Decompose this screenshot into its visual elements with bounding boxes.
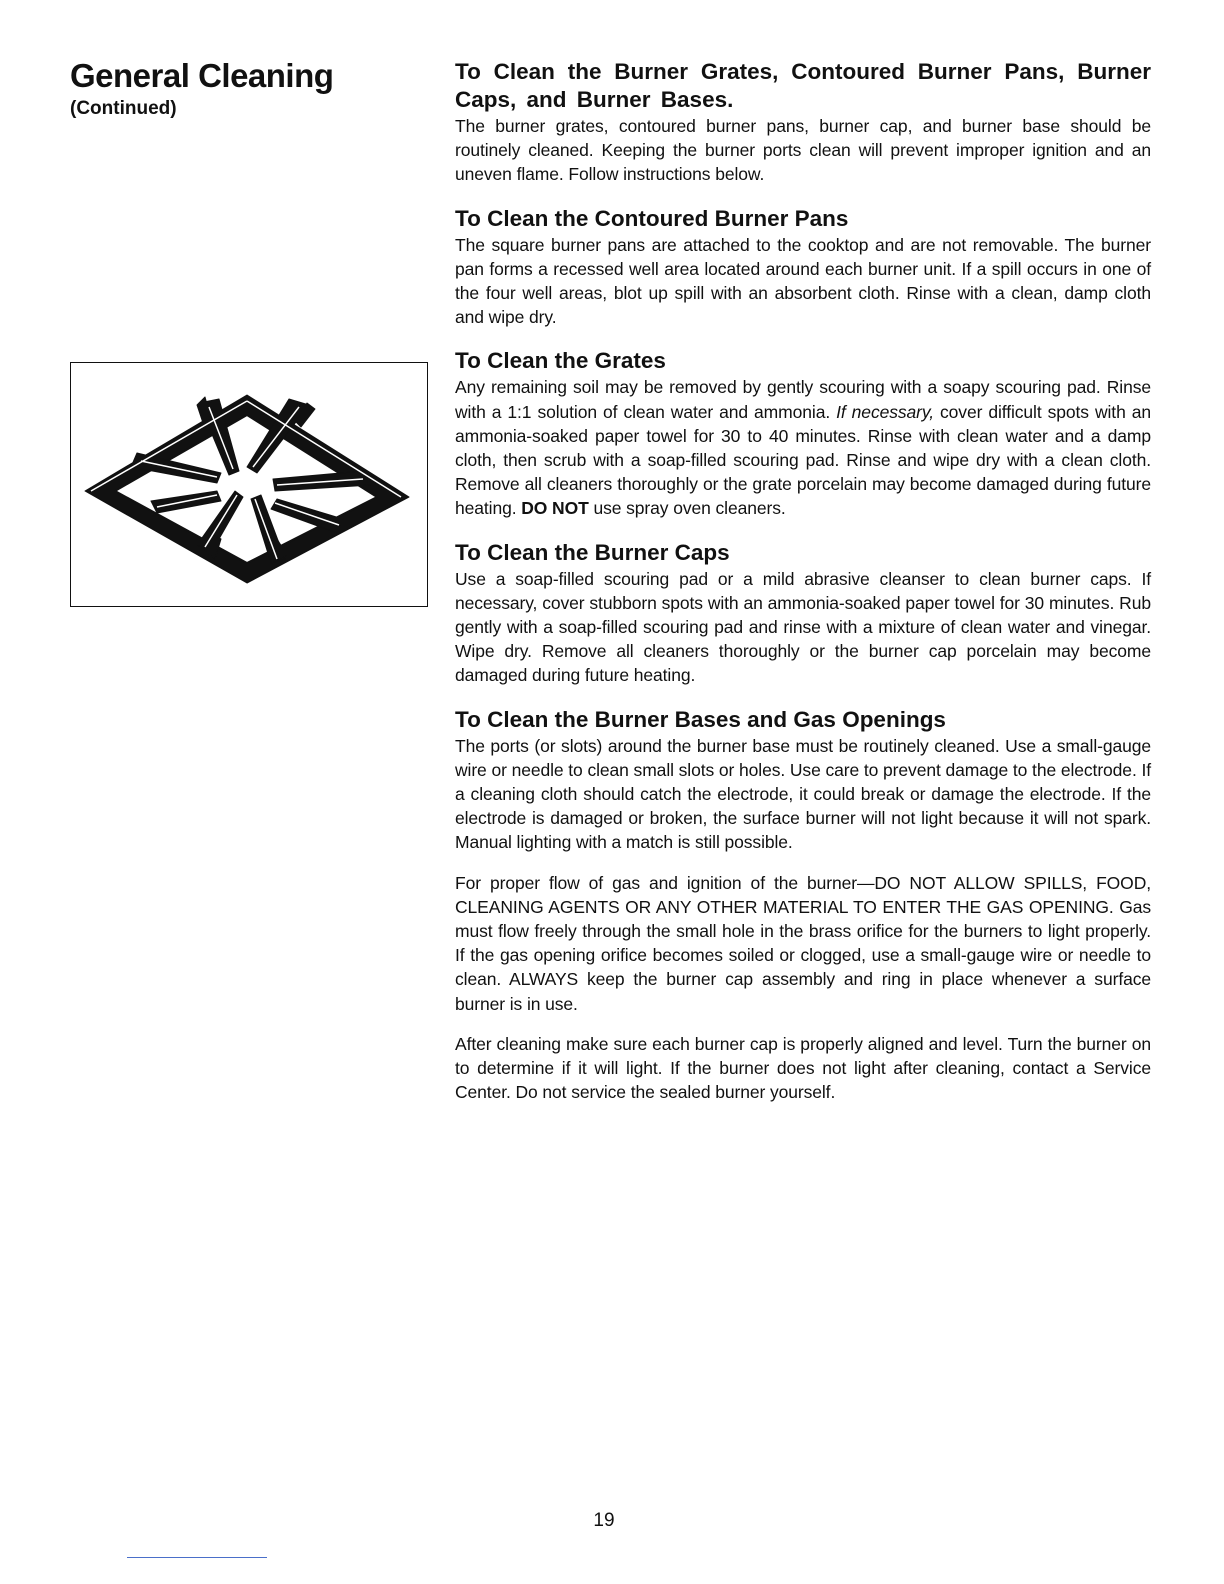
page-title: General Cleaning (70, 57, 334, 94)
content-column (455, 58, 1151, 1105)
footer-rule (127, 1557, 267, 1558)
section-heading-main: To Clean the Burner Grates, Contoured Burner Pans, Burner Caps, and Burner Bases. (455, 59, 1151, 112)
section-heading-grates: To Clean the Grates (455, 348, 666, 374)
section-body-bases-3: After cleaning make sure each burner cap is properly aligned and level. Turn the burner on to determine if it will light. If the burner does not light after cleaning, contact a Service Center. Do not service the sealed burner yourself. (455, 1033, 1151, 1103)
burner-grate-icon (71, 363, 429, 608)
grates-text-2: cover difficult spots with an ammonia-soaked paper towel for 30 to 40 minutes. Rinse with clean water and a damp cloth, then scrub with a soap-filled scouring pad. Rinse and wipe dry with a clean cloth. Remove all cleaners thoroughly or the grate porcelain may become damaged during future heating. (455, 401, 1151, 519)
section-heading-pans: To Clean the Contoured Burner Pans (455, 205, 849, 231)
section-body-main: The burner grates, contoured burner pans, burner cap, and burner base should be routinely cleaned. Keeping the burner ports clean will prevent improper ignition and an uneven flame. Follow instructions below. (455, 116, 1151, 185)
page-number: 19 (593, 1510, 615, 1531)
grates-text-3: use spray oven cleaners. (588, 498, 786, 519)
page-subtitle: (Continued) (70, 98, 177, 119)
figure-box (70, 362, 428, 607)
grates-text-italic: If necessary, (836, 401, 934, 422)
section-body-pans: The square burner pans are attached to the cooktop and are not removable. The burner pan forms a recessed well area located around each burner unit. If a spill occurs in one of the four well areas, blot up spill with an absorbent cloth. Rinse with a clean, damp cloth and wipe dry. (455, 234, 1151, 328)
section-body-bases-1: The ports (or slots) around the burner base must be routinely cleaned. Use a small-gauge wire or needle to clean small slots or holes. Use care to prevent damage to the electrode. If a cleaning cloth should catch the electrode, it could break or damage the electrode. If the electrode is damaged or broken, the surface burner will not light because it will not spark. Manual lighting with a match is still possible. (455, 735, 1151, 853)
grates-text-bold: DO NOT (521, 498, 589, 519)
grates-text-1: Any remaining soil may be removed by gently scouring with a soapy scouring pad. Rinse with a 1:1 solution of clean water and ammonia. (455, 377, 1151, 422)
section-heading-caps: To Clean the Burner Caps (455, 539, 730, 565)
section-body-caps: Use a soap-filled scouring pad or a mild abrasive cleanser to clean burner caps. If necessary, cover stubborn spots with an ammonia-soaked paper towel for 30 minutes. Rub gently with a soap-filled scouring pad and rinse with a mixture of clean water and vinegar. Wipe dry. Remove all cleaners thoroughly or the burner cap porcelain may become damaged during future heating. (455, 568, 1151, 686)
section-heading-bases: To Clean the Burner Bases and Gas Openings (455, 706, 946, 732)
section-body-grates (455, 375, 1151, 520)
section-body-bases-2: For proper flow of gas and ignition of the burner—DO NOT ALLOW SPILLS, FOOD, CLEANING AGENTS OR ANY OTHER MATERIAL TO ENTER THE GAS OPENING. Gas must flow freely through the small hole in the brass orifice for the burners to light properly. If the gas opening orifice becomes soiled or clogged, use a small-gauge wire or needle to clean. ALWAYS keep the burner cap assembly and ring in place whenever a surface burner is in use. (455, 872, 1151, 1014)
